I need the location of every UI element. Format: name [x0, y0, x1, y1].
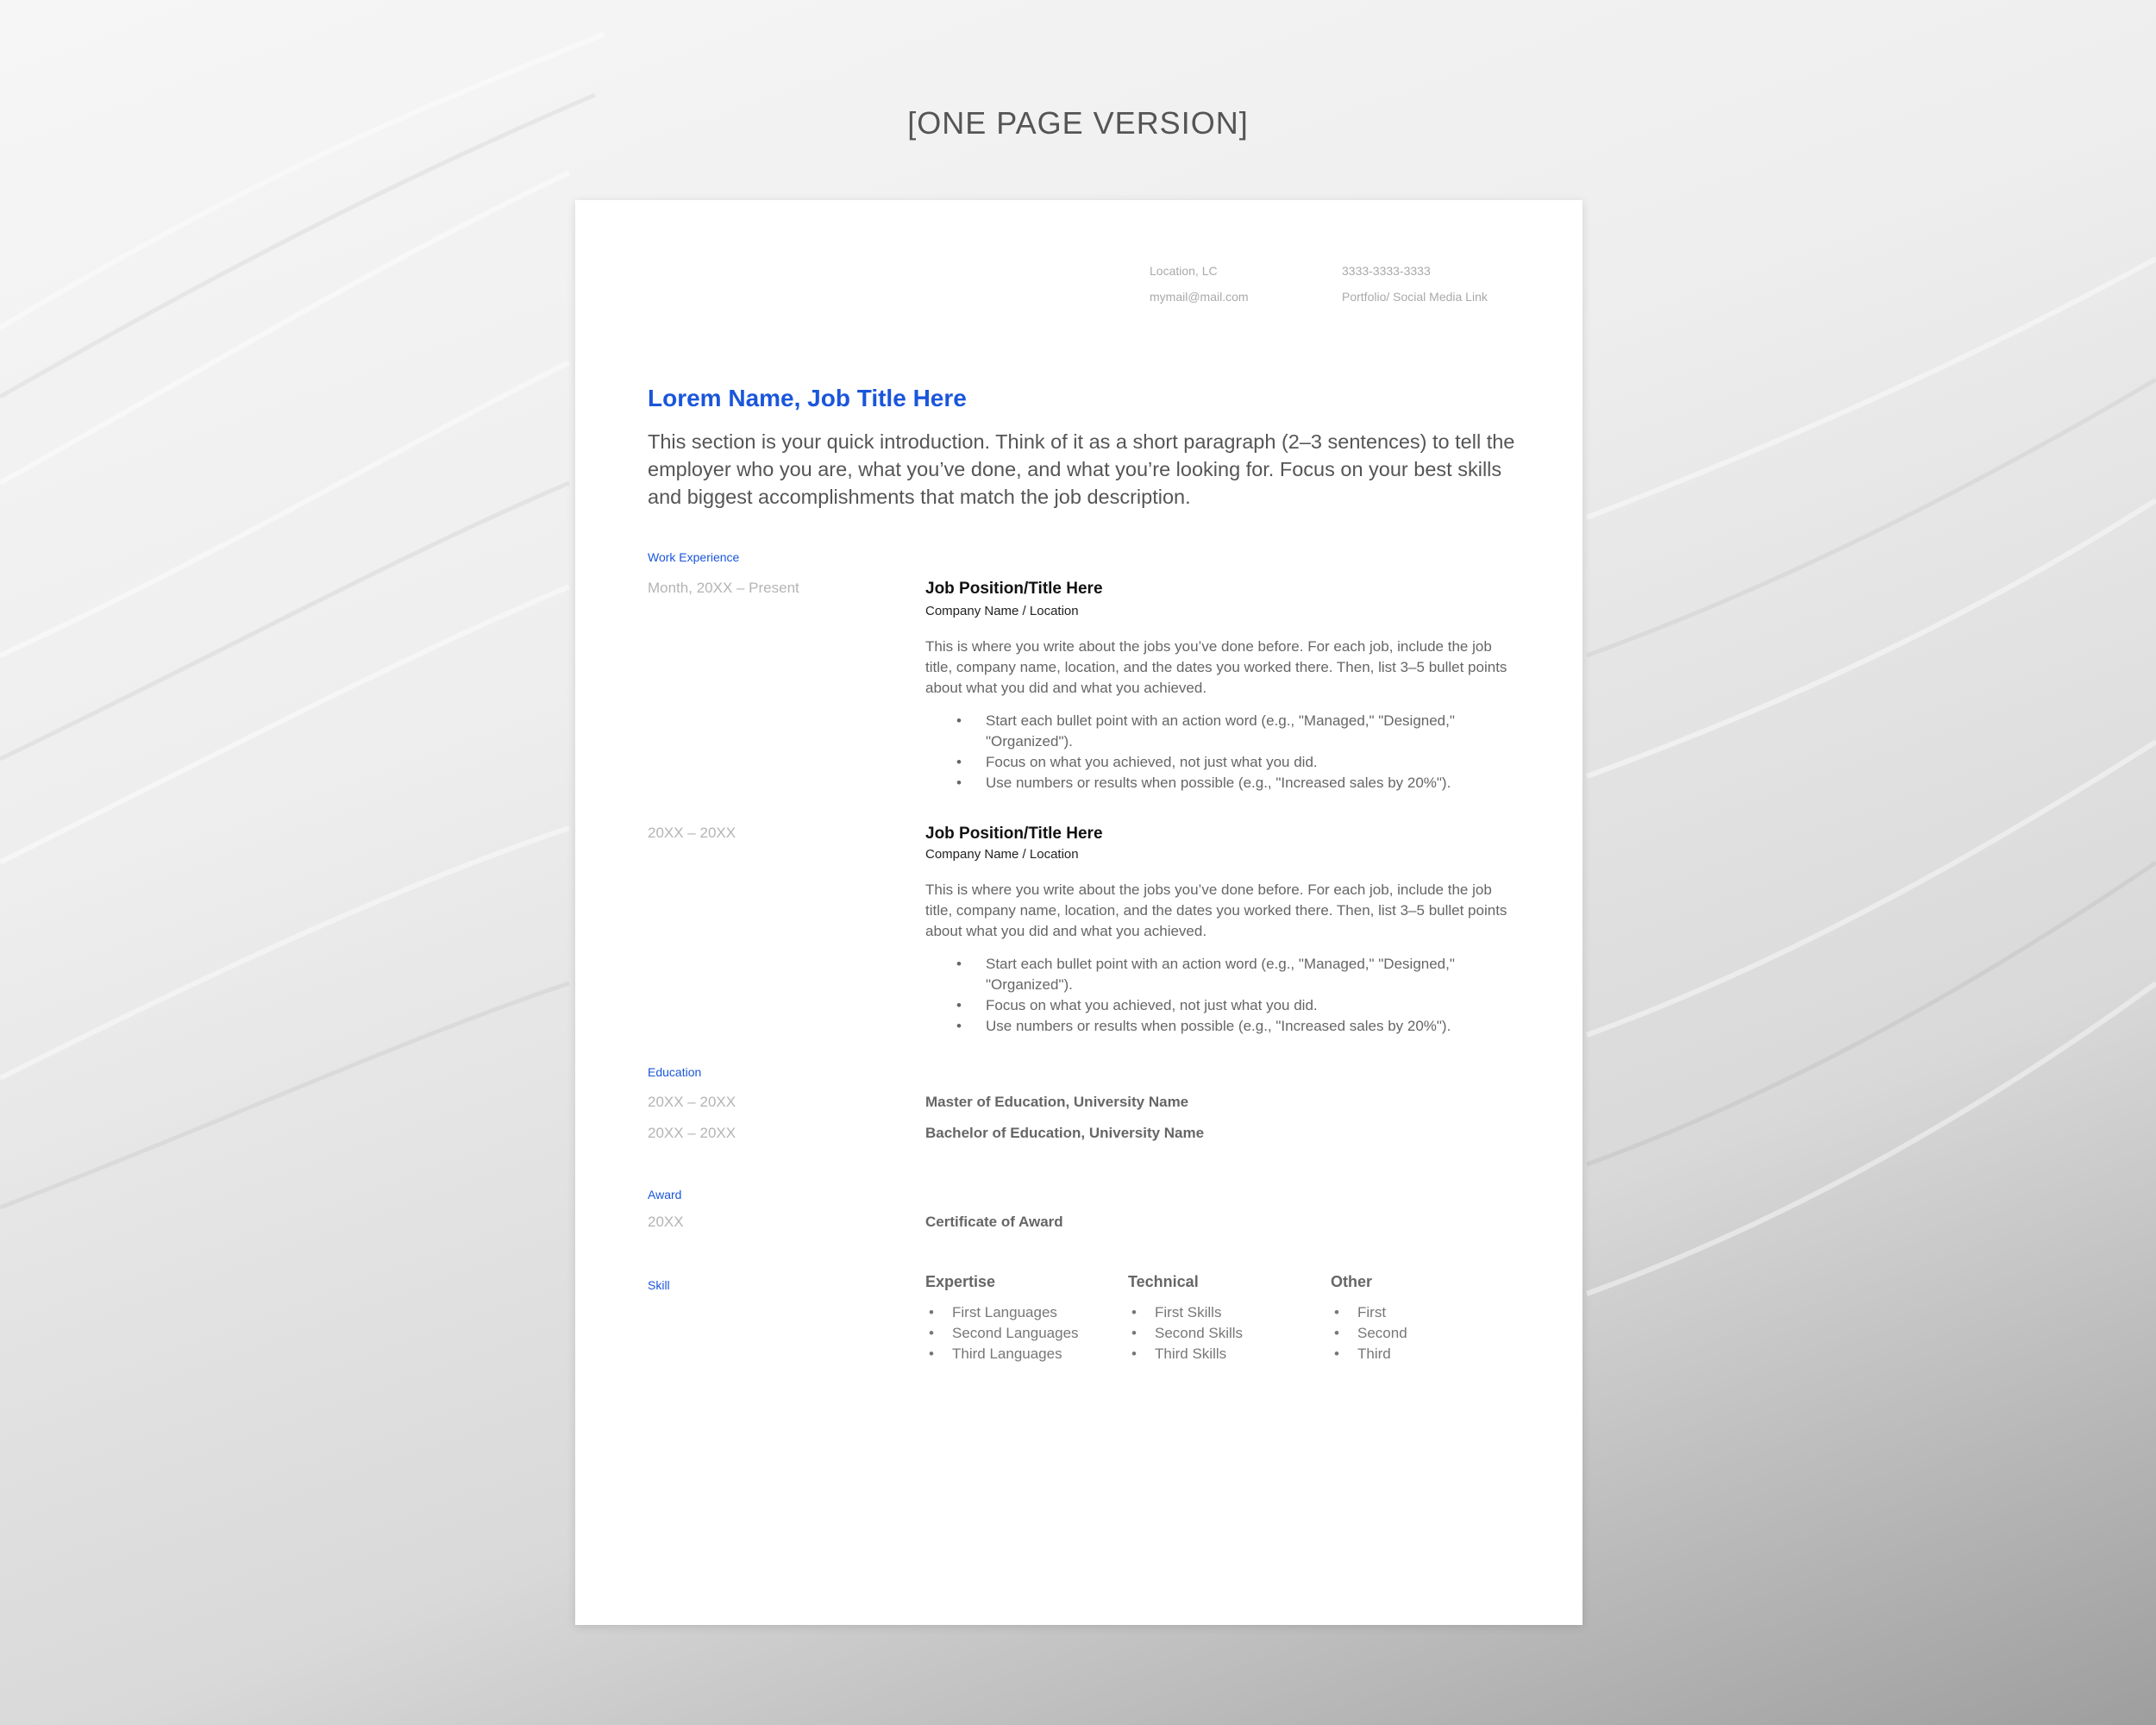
- intro-paragraph: This section is your quick introduction. Think of it as a short paragraph (2–3 sentences) to tell the employer who you are, what you’ve done, and what you’re looking for. Focus on your best skills and biggest accomplishments that match the job description.: [648, 430, 1515, 508]
- skill-item: • First Skills: [1128, 1302, 1243, 1323]
- contact-phone: 3333-3333-3333: [1342, 264, 1431, 278]
- education-date: 20XX – 20XX: [648, 1094, 736, 1110]
- job-description: This is where you write about the jobs you’ve done before. For each job, include the job title, company name, location, and the dates you worked there. Then, list 3–5 bullet points about what you did and what you achieved.: [925, 638, 1507, 696]
- contact-location: Location, LC: [1150, 264, 1218, 278]
- resume-page: [575, 200, 1583, 1625]
- job-date: 20XX – 20XX: [648, 825, 736, 841]
- job-title: Job Position/Title Here: [925, 580, 1103, 598]
- job-bullet: • Start each bullet point with an action word (e.g., "Managed," "Designed," "Organized").: [925, 954, 1477, 995]
- skill-item: • First Languages: [925, 1302, 1079, 1323]
- job-bullet: • Use numbers or results when possible (e.g., "Increased sales by 20%").: [925, 773, 1477, 794]
- skill-item: • First: [1331, 1302, 1407, 1323]
- job-bullet: • Focus on what you achieved, not just what you did.: [925, 995, 1477, 1016]
- skill-item: • Third Languages: [925, 1344, 1079, 1364]
- job-company: Company Name / Location: [925, 604, 1079, 618]
- skill-group-heading: Other: [1331, 1273, 1373, 1290]
- job-date: Month, 20XX – Present: [648, 580, 799, 596]
- skill-item: • Second: [1331, 1323, 1407, 1344]
- section-label-work-experience: Work Experience: [648, 550, 740, 564]
- award-title: Certificate of Award: [925, 1214, 1063, 1230]
- education-degree: Master of Education, University Name: [925, 1094, 1189, 1110]
- job-title: Job Position/Title Here: [925, 825, 1103, 843]
- job-company: Company Name / Location: [925, 847, 1079, 862]
- job-bullets: [925, 954, 1477, 1037]
- education-date: 20XX – 20XX: [648, 1125, 736, 1141]
- section-label-skill: Skill: [648, 1278, 670, 1292]
- skill-list: [1331, 1302, 1407, 1364]
- job-bullet: • Start each bullet point with an action word (e.g., "Managed," "Designed," "Organized").: [925, 711, 1477, 752]
- section-label-education: Education: [648, 1065, 702, 1079]
- skill-group-heading: Technical: [1128, 1273, 1199, 1290]
- contact-email: mymail@mail.com: [1150, 290, 1249, 304]
- skill-item: • Third Skills: [1128, 1344, 1243, 1364]
- skill-item: • Second Skills: [1128, 1323, 1243, 1344]
- skill-group-heading: Expertise: [925, 1273, 996, 1290]
- job-bullets: [925, 711, 1477, 794]
- version-banner: [ONE PAGE VERSION]: [907, 105, 1249, 141]
- award-date: 20XX: [648, 1214, 684, 1230]
- skill-item: • Second Languages: [925, 1323, 1079, 1344]
- job-description: This is where you write about the jobs you’ve done before. For each job, include the job title, company name, location, and the dates you worked there. Then, list 3–5 bullet points about what you did and what you achieved.: [925, 881, 1507, 939]
- resume-name-title: Lorem Name, Job Title Here: [648, 385, 967, 411]
- job-bullet: • Focus on what you achieved, not just what you did.: [925, 752, 1477, 773]
- section-label-award: Award: [648, 1188, 682, 1201]
- job-bullet: • Use numbers or results when possible (e.g., "Increased sales by 20%").: [925, 1016, 1477, 1037]
- contact-portfolio: Portfolio/ Social Media Link: [1342, 290, 1488, 304]
- education-degree: Bachelor of Education, University Name: [925, 1125, 1205, 1141]
- skill-list: [925, 1302, 1079, 1364]
- skill-list: [1128, 1302, 1243, 1364]
- skill-item: • Third: [1331, 1344, 1407, 1364]
